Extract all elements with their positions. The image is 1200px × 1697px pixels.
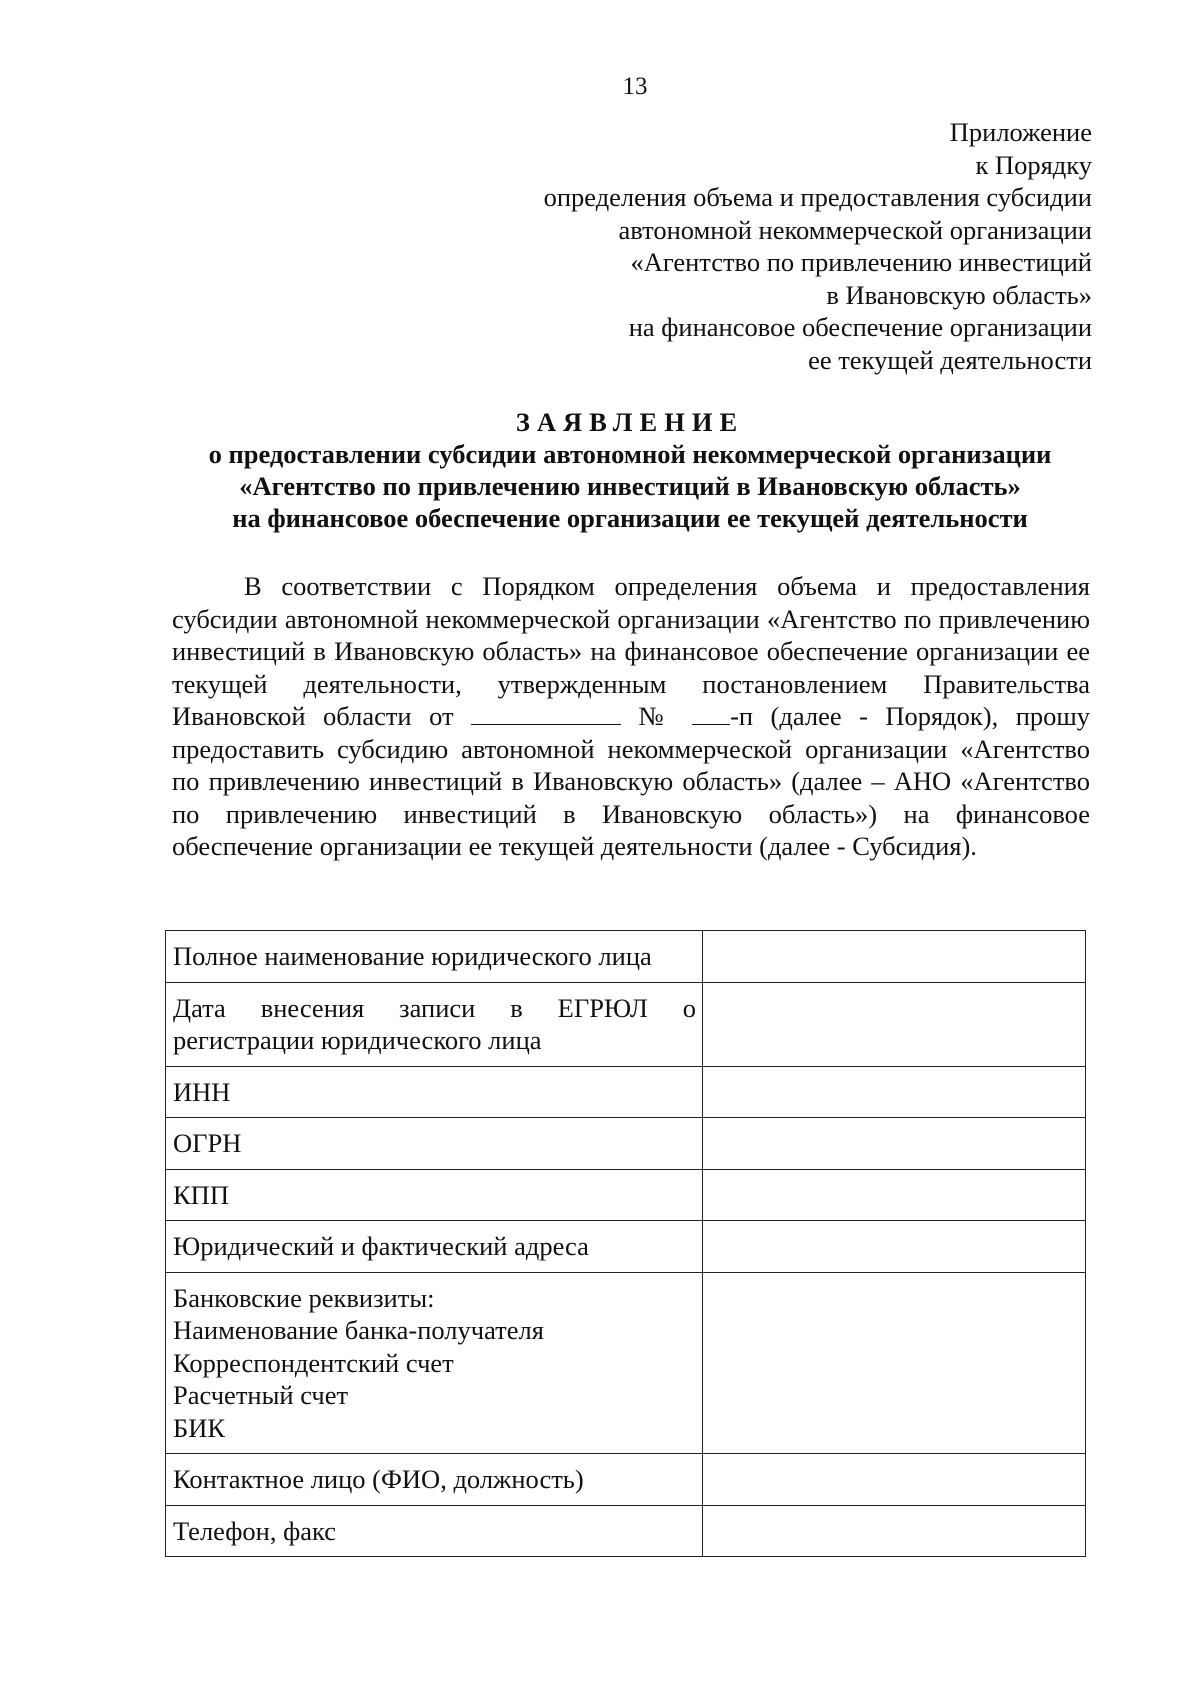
title-main: ЗАЯВЛЕНИЕ bbox=[515, 407, 745, 437]
date-blank-field[interactable] bbox=[471, 702, 621, 725]
number-sign: № bbox=[638, 701, 675, 731]
bank-line: Корреспондентский счет bbox=[173, 1347, 454, 1378]
egrul-label-line-1: Дата внесения записи в ЕГРЮЛ о bbox=[173, 992, 696, 1023]
body-text-part3: -п (далее - Порядок), прошу предоставить субсидию автономной некоммерческой организации «Агентство по привлечению инвестиций в Ивановскую область» (далее – АНО «Агентство по привлечению инвестиций в Ивановскую область») на финансовое обеспечение организации ее текущей деятельности (далее - Субсидия). bbox=[172, 701, 1091, 861]
row-label-addresses: Юридический и фактический адреса bbox=[166, 1221, 703, 1273]
value-cell-full-name[interactable] bbox=[702, 931, 1085, 983]
value-cell-inn[interactable] bbox=[702, 1066, 1085, 1118]
applicant-details-table bbox=[165, 930, 1086, 1557]
appendix-line: на финансовое обеспечение организации bbox=[628, 312, 1092, 342]
table-row bbox=[166, 982, 1086, 1066]
table-row bbox=[166, 1169, 1086, 1221]
bank-line: Наименование банка-получателя bbox=[173, 1315, 544, 1345]
value-cell-kpp[interactable] bbox=[702, 1169, 1085, 1221]
value-cell-egrul-date[interactable] bbox=[702, 982, 1085, 1066]
table-row bbox=[166, 1505, 1086, 1557]
row-label-full-name: Полное наименование юридического лица bbox=[166, 931, 703, 983]
row-label-kpp: КПП bbox=[166, 1169, 703, 1221]
document-title bbox=[150, 406, 1110, 534]
row-label-phone-fax: Телефон, факс bbox=[166, 1505, 703, 1557]
table-row bbox=[166, 931, 1086, 983]
title-line: о предоставлении субсидии автономной некоммерческой организации bbox=[208, 439, 1052, 469]
bank-line: Расчетный счет bbox=[173, 1380, 349, 1410]
table-row bbox=[166, 1221, 1086, 1273]
value-cell-addresses[interactable] bbox=[702, 1221, 1085, 1273]
value-cell-contact-person[interactable] bbox=[702, 1454, 1085, 1506]
appendix-line: в Ивановскую область» bbox=[826, 279, 1092, 310]
row-label-egrul-date bbox=[166, 982, 703, 1066]
value-cell-ogrn[interactable] bbox=[702, 1118, 1085, 1170]
table-row bbox=[166, 1118, 1086, 1170]
body-text-part1: В соответствии с Порядком определения объема и предоставления субсидии автономной некоммерческой организации «Агентство по привлечению инвестиций в Ивановскую область» на финансовое обеспечение организации ее текущей деятельности, утвержденным постановлением Правительства Ивановской области от bbox=[172, 571, 1090, 731]
appendix-line: Приложение bbox=[949, 117, 1092, 147]
appendix-line: к Порядку bbox=[975, 149, 1092, 180]
bank-line: Банковские реквизиты: bbox=[173, 1282, 435, 1313]
bank-line: БИК bbox=[173, 1412, 226, 1443]
number-blank-field[interactable] bbox=[692, 702, 730, 725]
appendix-header bbox=[544, 116, 1092, 376]
appendix-line: определения объема и предоставления субсидии bbox=[543, 182, 1092, 212]
value-cell-bank-details[interactable] bbox=[702, 1272, 1085, 1454]
table-row bbox=[166, 1272, 1086, 1454]
body-paragraph bbox=[172, 570, 1090, 863]
appendix-line: автономной некоммерческой организации bbox=[618, 214, 1092, 245]
row-label-inn: ИНН bbox=[166, 1066, 703, 1118]
table-row bbox=[166, 1066, 1086, 1118]
appendix-line: «Агентство по привлечению инвестиций bbox=[630, 247, 1092, 277]
page-number: 13 bbox=[622, 73, 648, 100]
value-cell-phone-fax[interactable] bbox=[702, 1505, 1085, 1557]
row-label-ogrn: ОГРН bbox=[166, 1118, 703, 1170]
appendix-line: ее текущей деятельности bbox=[808, 344, 1092, 375]
row-label-contact-person: Контактное лицо (ФИО, должность) bbox=[166, 1454, 703, 1506]
title-line: на финансовое обеспечение организации ее текущей деятельности bbox=[232, 503, 1028, 533]
egrul-label-line-2: регистрации юридического лица bbox=[173, 1025, 542, 1055]
title-line: «Агентство по привлечению инвестиций в Ивановскую область» bbox=[239, 471, 1021, 501]
table-row bbox=[166, 1454, 1086, 1506]
row-label-bank-details bbox=[166, 1272, 703, 1454]
